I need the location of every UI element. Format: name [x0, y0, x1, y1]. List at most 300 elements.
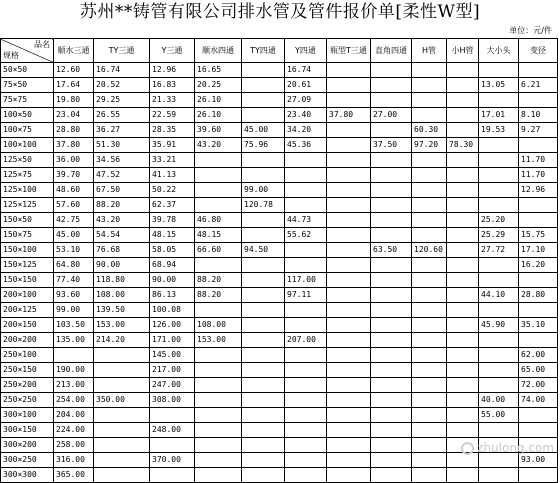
- table-row: [1, 423, 558, 438]
- price-cell: [412, 348, 447, 363]
- price-cell: [479, 258, 519, 273]
- spec-cell: 200×125: [1, 303, 54, 318]
- price-cell: [412, 183, 447, 198]
- price-cell: [447, 363, 479, 378]
- price-cell: 21.33: [150, 93, 195, 108]
- price-cell: 153.00: [195, 333, 242, 348]
- watermark: [461, 441, 554, 455]
- price-cell: 42.75: [54, 213, 94, 228]
- price-cell: 36.27: [94, 123, 150, 138]
- price-cell: 224.00: [54, 423, 94, 438]
- price-cell: 117.00: [285, 273, 327, 288]
- price-cell: [412, 378, 447, 393]
- price-cell: 171.00: [150, 333, 195, 348]
- price-cell: 39.78: [150, 213, 195, 228]
- spec-cell: 300×300: [1, 468, 54, 483]
- price-cell: 47.52: [94, 168, 150, 183]
- price-cell: [327, 153, 371, 168]
- price-cell: 60.30: [412, 123, 447, 138]
- price-cell: [447, 273, 479, 288]
- table-row: [1, 408, 558, 423]
- price-cell: 28.80: [519, 288, 558, 303]
- price-cell: [242, 423, 285, 438]
- price-cell: 43.20: [94, 213, 150, 228]
- table-row: [1, 168, 558, 183]
- price-cell: [371, 303, 412, 318]
- price-cell: [412, 153, 447, 168]
- price-cell: [479, 303, 519, 318]
- price-cell: 39.70: [54, 168, 94, 183]
- price-cell: [327, 438, 371, 453]
- price-cell: [327, 363, 371, 378]
- price-cell: [195, 453, 242, 468]
- price-cell: 93.60: [54, 288, 94, 303]
- price-cell: [327, 348, 371, 363]
- price-cell: 37.80: [54, 138, 94, 153]
- price-cell: [327, 288, 371, 303]
- price-cell: [412, 273, 447, 288]
- price-cell: 11.70: [519, 168, 558, 183]
- table-row: [1, 63, 558, 78]
- price-cell: [371, 63, 412, 78]
- price-cell: 77.40: [54, 273, 94, 288]
- price-cell: [479, 63, 519, 78]
- price-cell: [447, 288, 479, 303]
- price-cell: [447, 108, 479, 123]
- price-cell: [519, 273, 558, 288]
- price-cell: 100.08: [150, 303, 195, 318]
- price-cell: 26.10: [195, 108, 242, 123]
- price-cell: 27.72: [479, 243, 519, 258]
- price-cell: [327, 303, 371, 318]
- price-cell: 12.96: [150, 63, 195, 78]
- price-cell: [327, 228, 371, 243]
- table-row: [1, 183, 558, 198]
- price-cell: 248.00: [150, 423, 195, 438]
- spec-cell: 100×75: [1, 123, 54, 138]
- price-cell: [327, 63, 371, 78]
- price-cell: [195, 438, 242, 453]
- price-cell: 78.30: [447, 138, 479, 153]
- table-row: [1, 228, 558, 243]
- price-cell: 350.00: [94, 393, 150, 408]
- price-cell: 35.10: [519, 318, 558, 333]
- price-cell: 90.00: [150, 273, 195, 288]
- table-row: [1, 273, 558, 288]
- unit-label: 单位：元/件: [509, 26, 552, 35]
- price-cell: [479, 348, 519, 363]
- price-cell: [412, 78, 447, 93]
- price-cell: [371, 288, 412, 303]
- price-cell: 97.20: [412, 138, 447, 153]
- column-header: 瓶型T三通: [327, 39, 371, 63]
- price-cell: [195, 198, 242, 213]
- price-cell: [412, 93, 447, 108]
- price-cell: [285, 363, 327, 378]
- table-row: [1, 318, 558, 333]
- price-cell: 36.00: [54, 153, 94, 168]
- price-cell: [327, 453, 371, 468]
- spec-cell: 250×200: [1, 378, 54, 393]
- price-cell: [371, 273, 412, 288]
- header-corner-product: 品名: [34, 40, 50, 49]
- spec-cell: 150×150: [1, 273, 54, 288]
- price-cell: [150, 468, 195, 483]
- price-cell: [242, 468, 285, 483]
- price-cell: 214.20: [94, 333, 150, 348]
- price-cell: [519, 333, 558, 348]
- price-cell: [285, 198, 327, 213]
- price-cell: [479, 93, 519, 108]
- spec-cell: 100×50: [1, 108, 54, 123]
- price-cell: 12.96: [519, 183, 558, 198]
- price-cell: [285, 243, 327, 258]
- price-cell: [285, 453, 327, 468]
- price-cell: [447, 123, 479, 138]
- price-cell: 25.29: [479, 228, 519, 243]
- price-cell: [371, 468, 412, 483]
- spec-cell: 200×150: [1, 318, 54, 333]
- price-cell: [412, 108, 447, 123]
- price-cell: 43.20: [195, 138, 242, 153]
- table-row: [1, 108, 558, 123]
- price-cell: [242, 333, 285, 348]
- price-cell: [242, 63, 285, 78]
- price-cell: [242, 228, 285, 243]
- price-cell: [479, 363, 519, 378]
- price-cell: [195, 393, 242, 408]
- price-cell: 20.61: [285, 78, 327, 93]
- price-cell: [327, 213, 371, 228]
- price-cell: [242, 93, 285, 108]
- price-cell: [327, 468, 371, 483]
- price-cell: 99.00: [54, 303, 94, 318]
- price-cell: [412, 168, 447, 183]
- price-cell: [327, 243, 371, 258]
- price-cell: 108.00: [195, 318, 242, 333]
- price-cell: 13.05: [479, 78, 519, 93]
- price-cell: 365.00: [54, 468, 94, 483]
- price-cell: [195, 423, 242, 438]
- price-cell: 45.00: [54, 228, 94, 243]
- price-cell: [94, 423, 150, 438]
- price-cell: 217.00: [150, 363, 195, 378]
- price-cell: 153.00: [94, 318, 150, 333]
- column-header: 变径: [519, 39, 558, 63]
- price-cell: [412, 63, 447, 78]
- price-cell: [285, 408, 327, 423]
- price-cell: 35.91: [150, 138, 195, 153]
- price-cell: 48.15: [195, 228, 242, 243]
- price-cell: [412, 213, 447, 228]
- price-cell: 16.83: [150, 78, 195, 93]
- price-cell: [447, 318, 479, 333]
- column-header: 直角四通: [371, 39, 412, 63]
- spec-cell: 250×250: [1, 393, 54, 408]
- price-cell: [447, 78, 479, 93]
- price-cell: [447, 153, 479, 168]
- column-header: Y三通: [150, 39, 195, 63]
- price-cell: 16.65: [195, 63, 242, 78]
- price-cell: [327, 198, 371, 213]
- price-cell: 12.60: [54, 63, 94, 78]
- price-cell: [242, 153, 285, 168]
- price-cell: [195, 303, 242, 318]
- price-cell: [242, 258, 285, 273]
- price-cell: [327, 333, 371, 348]
- price-cell: [519, 303, 558, 318]
- price-cell: [242, 348, 285, 363]
- price-cell: 9.27: [519, 123, 558, 138]
- table-row: [1, 258, 558, 273]
- price-cell: [285, 438, 327, 453]
- price-cell: [479, 198, 519, 213]
- price-cell: 68.94: [150, 258, 195, 273]
- table-row: [1, 348, 558, 363]
- price-cell: [195, 408, 242, 423]
- price-cell: 53.10: [54, 243, 94, 258]
- price-cell: [479, 168, 519, 183]
- price-cell: [94, 438, 150, 453]
- price-cell: [479, 138, 519, 153]
- price-cell: [242, 108, 285, 123]
- price-cell: [371, 198, 412, 213]
- price-cell: [447, 183, 479, 198]
- price-cell: [412, 333, 447, 348]
- price-cell: 16.74: [285, 63, 327, 78]
- price-cell: [447, 333, 479, 348]
- price-cell: 99.00: [242, 183, 285, 198]
- price-cell: [150, 408, 195, 423]
- price-cell: 67.50: [94, 183, 150, 198]
- price-cell: [519, 468, 558, 483]
- price-cell: [519, 138, 558, 153]
- price-cell: 39.60: [195, 123, 242, 138]
- price-cell: [371, 333, 412, 348]
- price-cell: [412, 363, 447, 378]
- price-cell: [94, 378, 150, 393]
- price-cell: 120.60: [412, 243, 447, 258]
- price-cell: 27.00: [371, 108, 412, 123]
- table-row: [1, 363, 558, 378]
- price-cell: [447, 168, 479, 183]
- price-cell: 48.60: [54, 183, 94, 198]
- price-cell: [242, 393, 285, 408]
- price-cell: 135.00: [54, 333, 94, 348]
- price-cell: 19.53: [479, 123, 519, 138]
- spec-cell: 250×150: [1, 363, 54, 378]
- table-row: [1, 393, 558, 408]
- price-cell: [479, 378, 519, 393]
- price-cell: [371, 258, 412, 273]
- price-cell: [285, 468, 327, 483]
- spec-cell: 50×50: [1, 63, 54, 78]
- price-cell: 27.09: [285, 93, 327, 108]
- price-cell: 40.00: [479, 393, 519, 408]
- price-cell: [371, 123, 412, 138]
- price-cell: 51.30: [94, 138, 150, 153]
- price-cell: 145.00: [150, 348, 195, 363]
- price-cell: [412, 258, 447, 273]
- table-row: [1, 123, 558, 138]
- page-title: 苏州**铸管有限公司排水管及管件报价单[柔性W型]: [79, 2, 481, 22]
- column-header: 顺水四通: [195, 39, 242, 63]
- price-cell: 108.00: [94, 288, 150, 303]
- price-cell: 37.50: [371, 138, 412, 153]
- spec-cell: 200×200: [1, 333, 54, 348]
- price-cell: 54.54: [94, 228, 150, 243]
- price-cell: 316.00: [54, 453, 94, 468]
- spec-cell: 125×125: [1, 198, 54, 213]
- price-cell: [195, 258, 242, 273]
- price-cell: 20.52: [94, 78, 150, 93]
- price-cell: 23.04: [54, 108, 94, 123]
- column-header: 大小头: [479, 39, 519, 63]
- price-cell: [242, 288, 285, 303]
- price-cell: [195, 183, 242, 198]
- price-cell: [412, 408, 447, 423]
- price-cell: 62.00: [519, 348, 558, 363]
- price-cell: [412, 318, 447, 333]
- price-cell: 48.15: [150, 228, 195, 243]
- price-cell: 370.00: [150, 453, 195, 468]
- price-cell: 63.50: [371, 243, 412, 258]
- price-cell: 90.00: [94, 258, 150, 273]
- price-cell: 34.56: [94, 153, 150, 168]
- price-cell: [447, 213, 479, 228]
- price-cell: [479, 153, 519, 168]
- header-corner-spec: 规格: [3, 51, 19, 60]
- table-row: [1, 288, 558, 303]
- price-cell: 45.36: [285, 138, 327, 153]
- price-cell: [327, 78, 371, 93]
- price-cell: [327, 318, 371, 333]
- price-cell: [150, 438, 195, 453]
- price-cell: [412, 423, 447, 438]
- price-cell: 11.70: [519, 153, 558, 168]
- table-row: [1, 303, 558, 318]
- price-cell: [479, 333, 519, 348]
- price-cell: 190.00: [54, 363, 94, 378]
- price-cell: 20.25: [195, 78, 242, 93]
- price-cell: [519, 213, 558, 228]
- price-cell: [447, 63, 479, 78]
- price-cell: [94, 408, 150, 423]
- column-header: 顺水三通: [54, 39, 94, 63]
- table-row: [1, 138, 558, 153]
- price-cell: [371, 153, 412, 168]
- price-cell: [371, 378, 412, 393]
- price-cell: 50.22: [150, 183, 195, 198]
- price-cell: 55.00: [479, 408, 519, 423]
- price-cell: [285, 378, 327, 393]
- price-cell: 86.13: [150, 288, 195, 303]
- price-cell: [447, 408, 479, 423]
- price-cell: 76.68: [94, 243, 150, 258]
- price-cell: [412, 393, 447, 408]
- price-cell: 28.80: [54, 123, 94, 138]
- price-table: [0, 38, 558, 483]
- table-row: [1, 153, 558, 168]
- price-cell: 33.21: [150, 153, 195, 168]
- spec-cell: 75×75: [1, 93, 54, 108]
- price-cell: [285, 318, 327, 333]
- price-cell: 44.73: [285, 213, 327, 228]
- spec-cell: 300×250: [1, 453, 54, 468]
- zhulong-logo-icon: [461, 442, 474, 455]
- price-cell: [242, 273, 285, 288]
- price-cell: 118.80: [94, 273, 150, 288]
- price-cell: 207.00: [285, 333, 327, 348]
- spec-cell: 125×100: [1, 183, 54, 198]
- spec-cell: 125×75: [1, 168, 54, 183]
- price-cell: 258.00: [54, 438, 94, 453]
- price-cell: 94.50: [242, 243, 285, 258]
- price-cell: 254.00: [54, 393, 94, 408]
- price-cell: 46.80: [195, 213, 242, 228]
- price-cell: 72.00: [519, 378, 558, 393]
- price-cell: [371, 348, 412, 363]
- price-cell: [94, 363, 150, 378]
- price-cell: [242, 408, 285, 423]
- price-cell: [371, 453, 412, 468]
- price-cell: [242, 78, 285, 93]
- price-cell: 247.00: [150, 378, 195, 393]
- price-cell: [327, 408, 371, 423]
- price-cell: 88.20: [195, 273, 242, 288]
- price-cell: [195, 363, 242, 378]
- price-cell: 26.55: [94, 108, 150, 123]
- spec-cell: 200×100: [1, 288, 54, 303]
- table-row: [1, 198, 558, 213]
- price-cell: [327, 258, 371, 273]
- price-cell: [327, 123, 371, 138]
- price-cell: [327, 423, 371, 438]
- price-cell: [371, 423, 412, 438]
- price-cell: 97.11: [285, 288, 327, 303]
- price-cell: [94, 468, 150, 483]
- price-cell: 213.00: [54, 378, 94, 393]
- price-cell: [447, 198, 479, 213]
- price-cell: [327, 378, 371, 393]
- price-cell: [242, 378, 285, 393]
- price-cell: [371, 93, 412, 108]
- spec-cell: 150×75: [1, 228, 54, 243]
- price-cell: [285, 168, 327, 183]
- price-cell: 126.00: [150, 318, 195, 333]
- price-cell: 6.21: [519, 78, 558, 93]
- price-cell: [242, 363, 285, 378]
- price-cell: 17.01: [479, 108, 519, 123]
- column-header: TY三通: [94, 39, 150, 63]
- price-cell: [285, 423, 327, 438]
- price-cell: 93.00: [519, 453, 558, 468]
- price-cell: [519, 198, 558, 213]
- price-cell: [447, 243, 479, 258]
- price-cell: [447, 258, 479, 273]
- price-cell: 22.59: [150, 108, 195, 123]
- spec-cell: 250×100: [1, 348, 54, 363]
- price-cell: [479, 273, 519, 288]
- spec-cell: 100×100: [1, 138, 54, 153]
- price-cell: 75.96: [242, 138, 285, 153]
- spec-cell: 150×125: [1, 258, 54, 273]
- price-cell: [447, 393, 479, 408]
- price-cell: 34.20: [285, 123, 327, 138]
- price-cell: [479, 183, 519, 198]
- price-cell: 44.10: [479, 288, 519, 303]
- price-cell: 23.40: [285, 108, 327, 123]
